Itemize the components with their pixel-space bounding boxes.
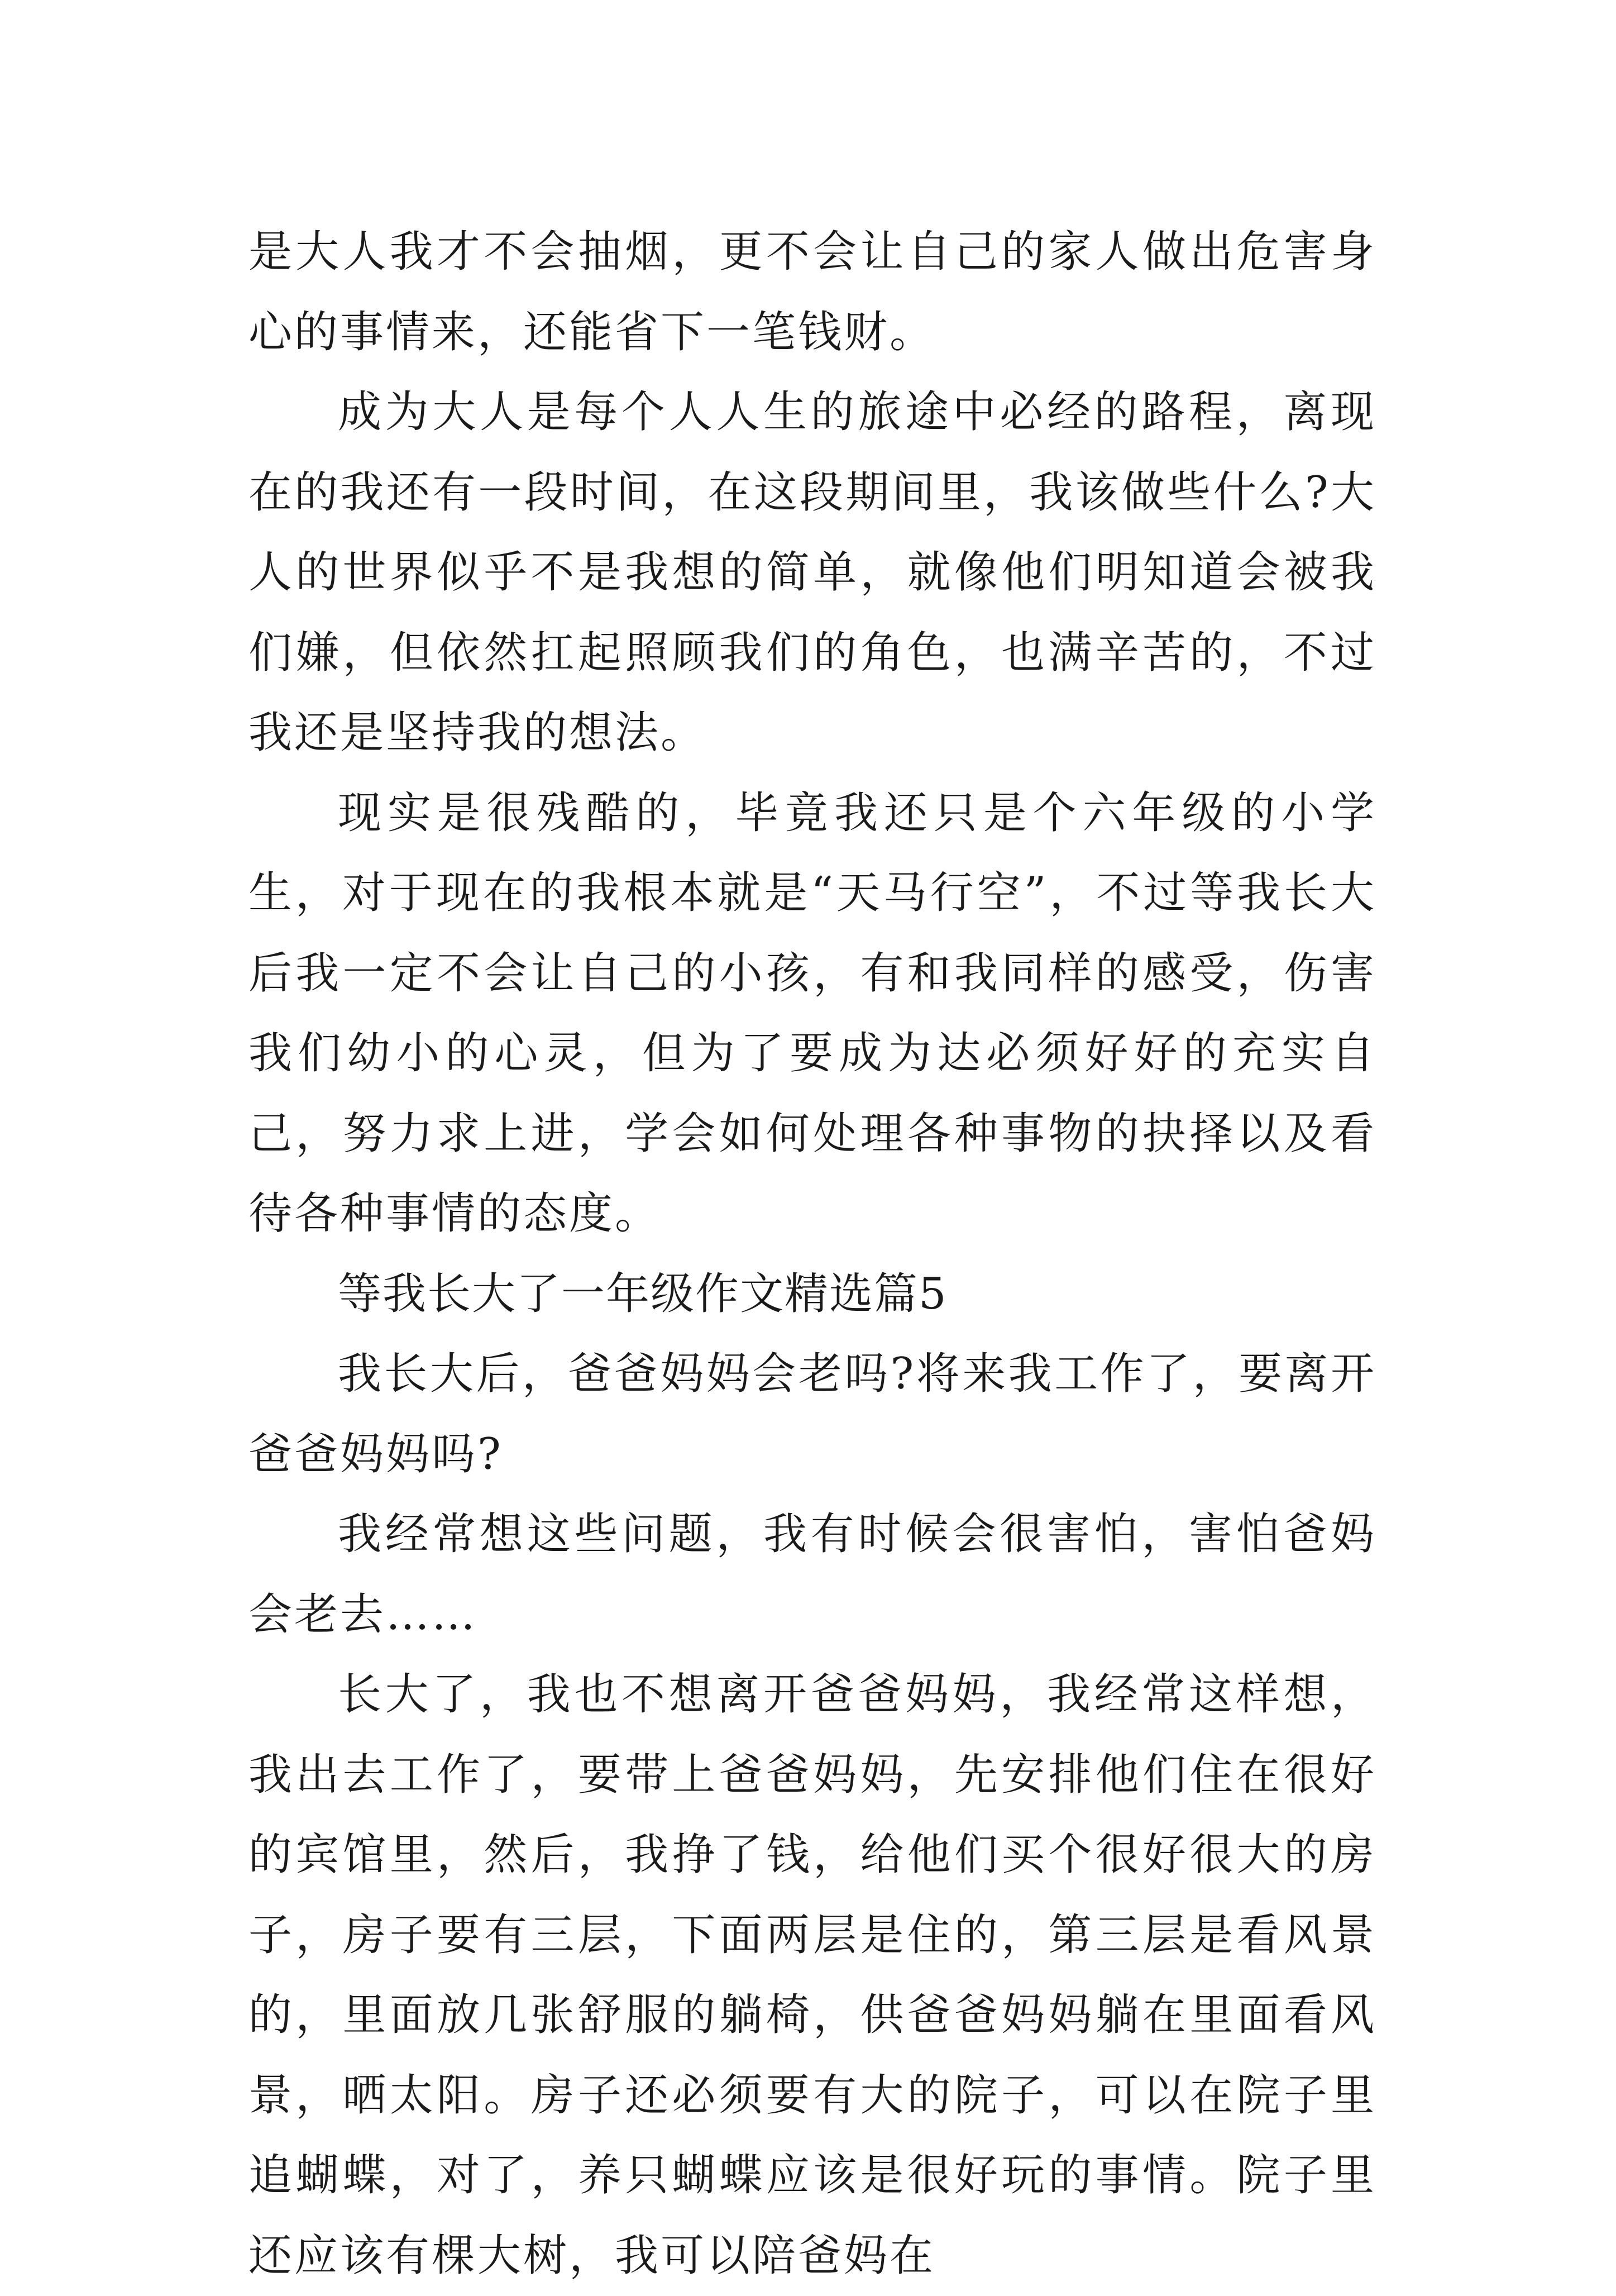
paragraph-3: 现实是很残酷的，毕竟我还只是个六年级的小学生，对于现在的我根本就是“天马行空”，不过等我长大后我一定不会让自己的小孩，有和我同样的感受，伤害我们幼小的心灵，但为了要成为达必须好好的充实自己，努力求上进，学会如何处理各种事物的抉择以及看待各种事情的态度。: [248, 787, 1376, 1239]
paragraph-1: 是大人我才不会抽烟，更不会让自己的家人做出危害身心的事情来，还能省下一笔钱财。: [248, 227, 1376, 357]
paragraph-5: 我经常想这些问题，我有时候会很害怕，害怕爸妈会老去……: [248, 1509, 1376, 1640]
document-body: [248, 212, 1376, 2296]
paragraph-6: 长大了，我也不想离开爸爸妈妈，我经常这样想，我出去工作了，要带上爸爸妈妈，先安排他们住在很好的宾馆里，然后，我挣了钱，给他们买个很好很大的房子，房子要有三层，下面两层是住的，第三层是看风景的，里面放几张舒服的躺椅，供爸爸妈妈躺在里面看风景，晒太阳。房子还必须要有大的院子，可以在院子里追蝴蝶，对了，养只蝴蝶应该是很好玩的事情。院子里还应该有棵大树，我可以陪爸妈在: [248, 1669, 1376, 2281]
paragraph-2: 成为大人是每个人人生的旅途中必经的路程，离现在的我还有一段时间，在这段期间里，我该做些什么?大人的世界似乎不是我想的简单，就像他们明知道会被我们嫌，但依然扛起照顾我们的角色，也满辛苦的，不过我还是坚持我的想法。: [248, 387, 1376, 758]
paragraph-4: 我长大后，爸爸妈妈会老吗?将来我工作了，要离开爸爸妈妈吗?: [248, 1349, 1376, 1479]
section-heading: 等我长大了一年级作文精选篇5: [338, 1268, 948, 1319]
